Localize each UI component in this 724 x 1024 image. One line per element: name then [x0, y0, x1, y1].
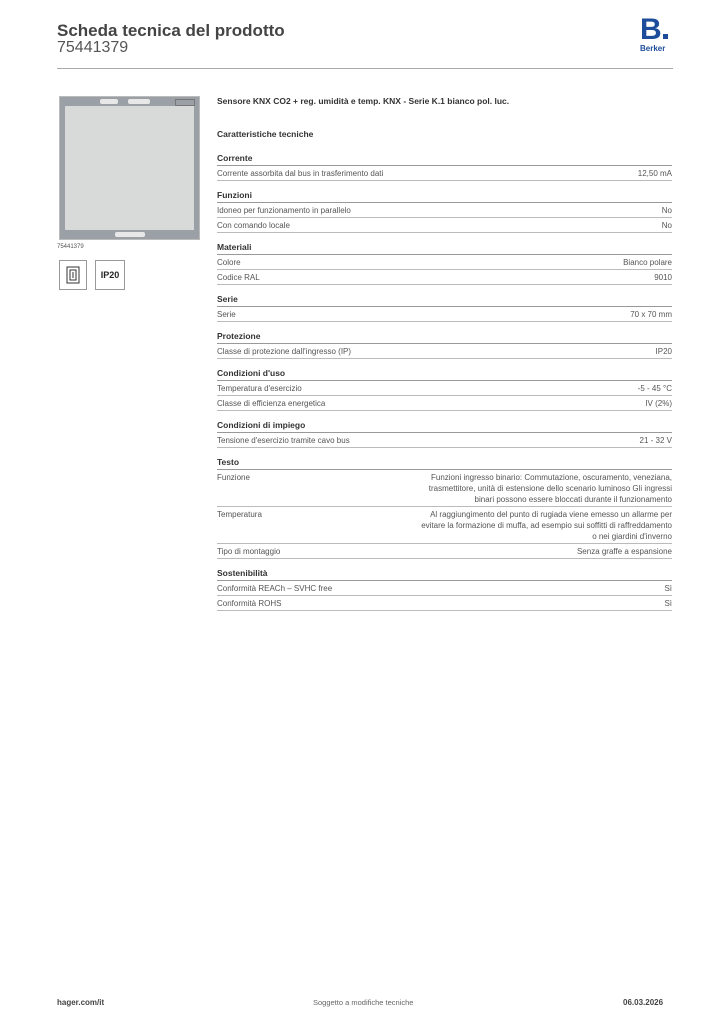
- spec-row: [217, 218, 672, 233]
- spec-row-label: Idoneo per funzionamento in parallelo: [217, 206, 351, 215]
- spec-row-label: Serie: [217, 310, 236, 319]
- spec-row-label: Conformità REACh – SVHC free: [217, 584, 333, 593]
- spec-row: [217, 270, 672, 285]
- spec-section: [217, 233, 672, 285]
- spec-row-label: Classe di efficienza energetica: [217, 399, 326, 408]
- product-name: Sensore KNX CO2 + reg. umidità e temp. KNX - Serie K.1 bianco pol. luc.: [217, 96, 510, 106]
- spec-row-value: IP20: [655, 347, 672, 356]
- spec-section: [217, 144, 672, 181]
- spec-row-value: No: [661, 206, 672, 215]
- spec-row: [217, 396, 672, 411]
- spec-row: [217, 433, 672, 448]
- spec-row-value: 21 - 32 V: [639, 436, 672, 445]
- section-title: Condizioni d'uso: [217, 359, 672, 381]
- spec-section: [217, 285, 672, 322]
- spec-row-value: 9010: [654, 273, 672, 282]
- spec-row: [217, 381, 672, 396]
- section-title: Corrente: [217, 144, 672, 166]
- spec-sections: [217, 144, 672, 611]
- spec-row: [217, 596, 672, 611]
- berker-logo: [640, 13, 674, 53]
- spec-row: [217, 470, 672, 507]
- section-title: Materiali: [217, 233, 672, 255]
- spec-row-value: Bianco polare: [623, 258, 672, 267]
- spec-row: [217, 255, 672, 270]
- spec-row-value: Sì: [664, 599, 672, 608]
- section-title: Sostenibilità: [217, 559, 672, 581]
- spec-row-label: Classe di protezione dall'ingresso (IP): [217, 347, 352, 356]
- spec-row-value: Sì: [664, 584, 672, 593]
- logo-brand-name: Berker: [640, 44, 666, 53]
- image-caption: 75441379: [57, 244, 84, 250]
- spec-row-value: 70 x 70 mm: [630, 310, 672, 319]
- ip20-label: IP20: [100, 270, 120, 280]
- spec-row: [217, 166, 672, 181]
- spec-section: [217, 448, 672, 559]
- spec-row-label: Temperatura d'esercizio: [217, 384, 302, 393]
- section-title: Condizioni di impiego: [217, 411, 672, 433]
- spec-section: [217, 359, 672, 411]
- spec-row-value: Funzioni ingresso binario: Commutazione, oscuramento, veneziana, trasmettitore, unità di estensione dello scenario luminoso Gli ingressi binari possono essere bloccati durante il funzionamento: [428, 473, 672, 504]
- header-divider: [57, 68, 673, 69]
- spec-row-label: Tensione d'esercizio tramite cavo bus: [217, 436, 350, 445]
- spec-row: [217, 544, 672, 559]
- spec-row: [217, 344, 672, 359]
- mounting-box-icon: [59, 260, 87, 290]
- spec-section: [217, 322, 672, 359]
- spec-row: [217, 203, 672, 218]
- spec-row-value: No: [661, 221, 672, 230]
- spec-section: [217, 559, 672, 611]
- spec-row-label: Codice RAL: [217, 273, 260, 282]
- product-image: [59, 96, 200, 240]
- ip20-badge: [95, 260, 125, 290]
- section-title: Protezione: [217, 322, 672, 344]
- spec-row-value: Al raggiungimento del punto di rugiada viene emesso un allarme per evitare la formazione di muffa, ad esempio sui soffitti di raffreddamento o nei giardini d'inverno: [421, 510, 672, 541]
- logo-b-icon: B: [640, 17, 674, 43]
- spec-row-label: Conformità ROHS: [217, 599, 282, 608]
- spec-row: [217, 581, 672, 596]
- product-code: 75441379: [57, 39, 129, 56]
- spec-heading: Caratteristiche tecniche: [217, 129, 314, 139]
- spec-row-value: Senza graffe a espansione: [576, 547, 672, 556]
- footer-note: Soggetto a modifiche tecniche: [313, 998, 414, 1007]
- spec-row: [217, 507, 672, 544]
- page-title: Scheda tecnica del prodotto: [57, 21, 285, 40]
- section-title: Testo: [217, 448, 672, 470]
- spec-panel: [217, 96, 672, 611]
- footer-website: hager.com/it: [57, 998, 105, 1007]
- spec-row-label: Temperatura: [217, 510, 262, 519]
- spec-row-label: Con comando locale: [217, 221, 290, 230]
- section-title: Funzioni: [217, 181, 672, 203]
- spec-row-label: Tipo di montaggio: [217, 547, 281, 556]
- footer-date: 06.03.2026: [623, 998, 664, 1007]
- spec-row-value: 12,50 mA: [637, 169, 672, 178]
- section-title: Serie: [217, 285, 672, 307]
- spec-section: [217, 181, 672, 233]
- spec-row-label: Corrente assorbita dal bus in trasferimento dati: [217, 169, 384, 178]
- spec-row: [217, 307, 672, 322]
- spec-row-value: IV (2%): [645, 399, 672, 408]
- spec-row-value: -5 - 45 °C: [637, 384, 672, 393]
- spec-section: [217, 411, 672, 448]
- spec-row-label: Colore: [217, 258, 241, 267]
- spec-row-label: Funzione: [217, 473, 250, 482]
